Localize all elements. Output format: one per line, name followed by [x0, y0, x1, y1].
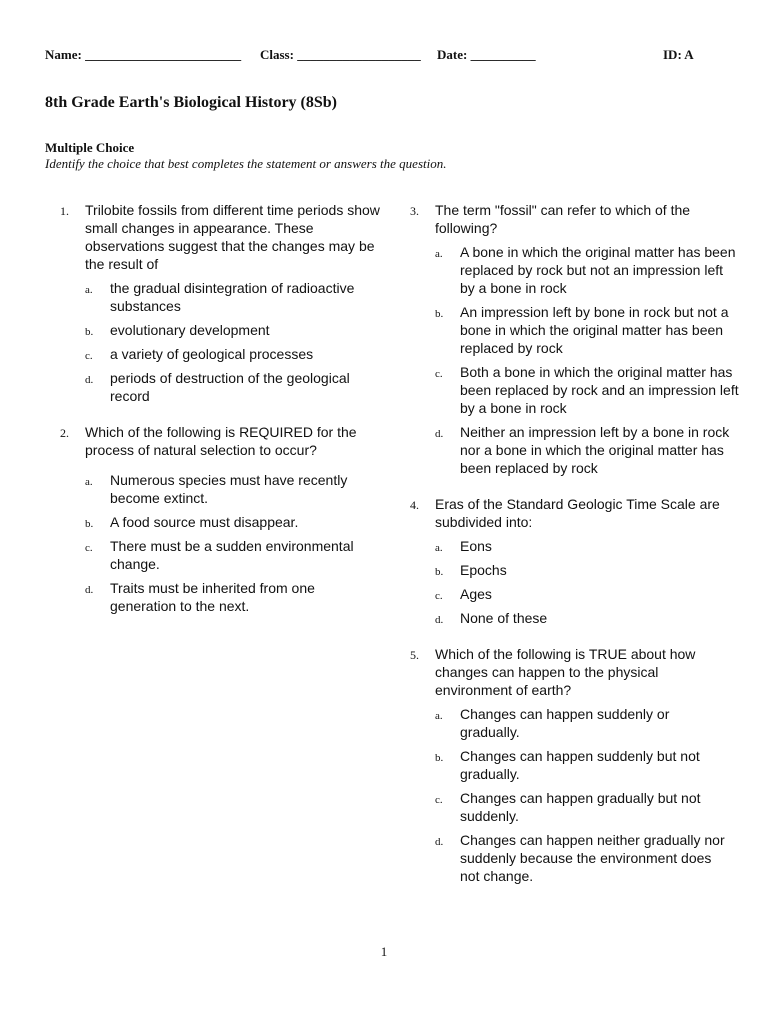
answer-options	[435, 243, 740, 477]
question-1	[60, 201, 380, 405]
option-text: Changes can happen gradually but not suddenly.	[460, 790, 701, 824]
left-question-column	[60, 201, 380, 615]
question-number: 5.	[410, 648, 419, 662]
page-title: 8th Grade Earth's Biological History (8Sb)	[45, 94, 337, 111]
answer-options	[85, 471, 380, 615]
answer-option-c[interactable]	[435, 789, 740, 825]
option-letter: c.	[435, 794, 443, 806]
option-letter: a.	[435, 710, 443, 722]
option-letter: a.	[85, 284, 93, 296]
answer-option-c[interactable]	[85, 537, 380, 573]
section-instructions: Identify the choice that best completes the statement or answers the question.	[45, 156, 447, 171]
option-text: Eons	[460, 538, 492, 554]
answer-option-a[interactable]	[435, 537, 740, 555]
question-number: 1.	[60, 204, 69, 218]
option-letter: c.	[85, 350, 93, 362]
option-text: There must be a sudden environmental change.	[110, 538, 354, 572]
option-text: Changes can happen suddenly or gradually.	[460, 706, 670, 740]
option-text: An impression left by bone in rock but not a bone in which the original matter has been replaced by rock	[460, 304, 729, 356]
question-number: 4.	[410, 498, 419, 512]
option-letter: a.	[85, 476, 93, 488]
option-text: Both a bone in which the original matter has been replaced by rock and an impression left by a bone in rock	[460, 364, 739, 416]
option-letter: d.	[435, 428, 444, 440]
option-letter: a.	[435, 542, 443, 554]
option-letter: d.	[435, 836, 444, 848]
answer-option-a[interactable]	[85, 279, 380, 315]
answer-option-a[interactable]	[435, 243, 740, 297]
answer-option-b[interactable]	[85, 321, 380, 339]
option-text: A bone in which the original matter has been replaced by rock but not an impression left by a bone in rock	[460, 244, 736, 296]
option-letter: b.	[435, 752, 444, 764]
right-question-column	[410, 201, 740, 885]
question-2	[60, 423, 380, 615]
option-text: Ages	[460, 586, 492, 602]
option-text: Changes can happen suddenly but not gradually.	[460, 748, 700, 782]
answer-options	[435, 705, 740, 885]
question-text: Which of the following is REQUIRED for the process of natural selection to occur?	[85, 424, 357, 458]
option-letter: c.	[85, 542, 93, 554]
option-letter: b.	[435, 566, 444, 578]
test-id-label: ID: A	[663, 47, 694, 62]
answer-option-a[interactable]	[85, 471, 380, 507]
option-letter: b.	[85, 326, 94, 338]
answer-option-c[interactable]	[85, 345, 380, 363]
question-3	[410, 201, 740, 477]
option-text: evolutionary development	[110, 322, 270, 338]
question-4	[410, 495, 740, 627]
option-text: Neither an impression left by a bone in rock nor a bone in which the original matter has been replaced by rock	[460, 424, 730, 476]
answer-option-b[interactable]	[435, 561, 740, 579]
date-field-label: Date: __________	[437, 47, 536, 62]
option-letter: c.	[435, 590, 443, 602]
page-number: 1	[380, 944, 388, 959]
question-text: Trilobite fossils from different time periods show small changes in appearance. These observations suggest that the changes may be the result of	[85, 202, 380, 272]
section-title: Multiple Choice	[45, 140, 135, 155]
option-text: Changes can happen neither gradually nor suddenly because the environment does not change.	[460, 832, 725, 884]
option-letter: a.	[435, 248, 443, 260]
answer-option-b[interactable]	[435, 747, 740, 783]
option-letter: b.	[435, 308, 444, 320]
question-number: 2.	[60, 426, 69, 440]
option-letter: c.	[435, 368, 443, 380]
option-letter: d.	[85, 584, 94, 596]
answer-option-d[interactable]	[85, 369, 380, 405]
option-text: Numerous species must have recently become extinct.	[110, 472, 348, 506]
question-5	[410, 645, 740, 885]
class-field-label: Class: ___________________	[260, 47, 421, 62]
name-field-label: Name: ________________________	[45, 47, 242, 62]
answer-options	[435, 537, 740, 627]
answer-option-b[interactable]	[85, 513, 380, 531]
answer-option-d[interactable]	[435, 831, 740, 885]
answer-options	[85, 279, 380, 405]
answer-option-d[interactable]	[435, 609, 740, 627]
option-text: Epochs	[460, 562, 507, 578]
option-text: the gradual disintegration of radioactive substances	[110, 280, 355, 314]
option-text: A food source must disappear.	[110, 514, 299, 530]
answer-option-c[interactable]	[435, 585, 740, 603]
option-letter: d.	[85, 374, 94, 386]
question-text: The term "fossil" can refer to which of the following?	[435, 202, 691, 236]
answer-option-d[interactable]	[435, 423, 740, 477]
answer-option-c[interactable]	[435, 363, 740, 417]
option-letter: d.	[435, 614, 444, 626]
question-text: Eras of the Standard Geologic Time Scale are subdivided into:	[435, 496, 720, 530]
answer-option-a[interactable]	[435, 705, 740, 741]
answer-option-b[interactable]	[435, 303, 740, 357]
answer-option-d[interactable]	[85, 579, 380, 615]
question-text: Which of the following is TRUE about how changes can happen to the physical environment of earth?	[435, 646, 696, 698]
option-text: a variety of geological processes	[110, 346, 314, 362]
option-text: Traits must be inherited from one generation to the next.	[110, 580, 315, 614]
option-text: None of these	[460, 610, 548, 626]
option-letter: b.	[85, 518, 94, 530]
option-text: periods of destruction of the geological record	[110, 370, 350, 404]
question-number: 3.	[410, 204, 419, 218]
